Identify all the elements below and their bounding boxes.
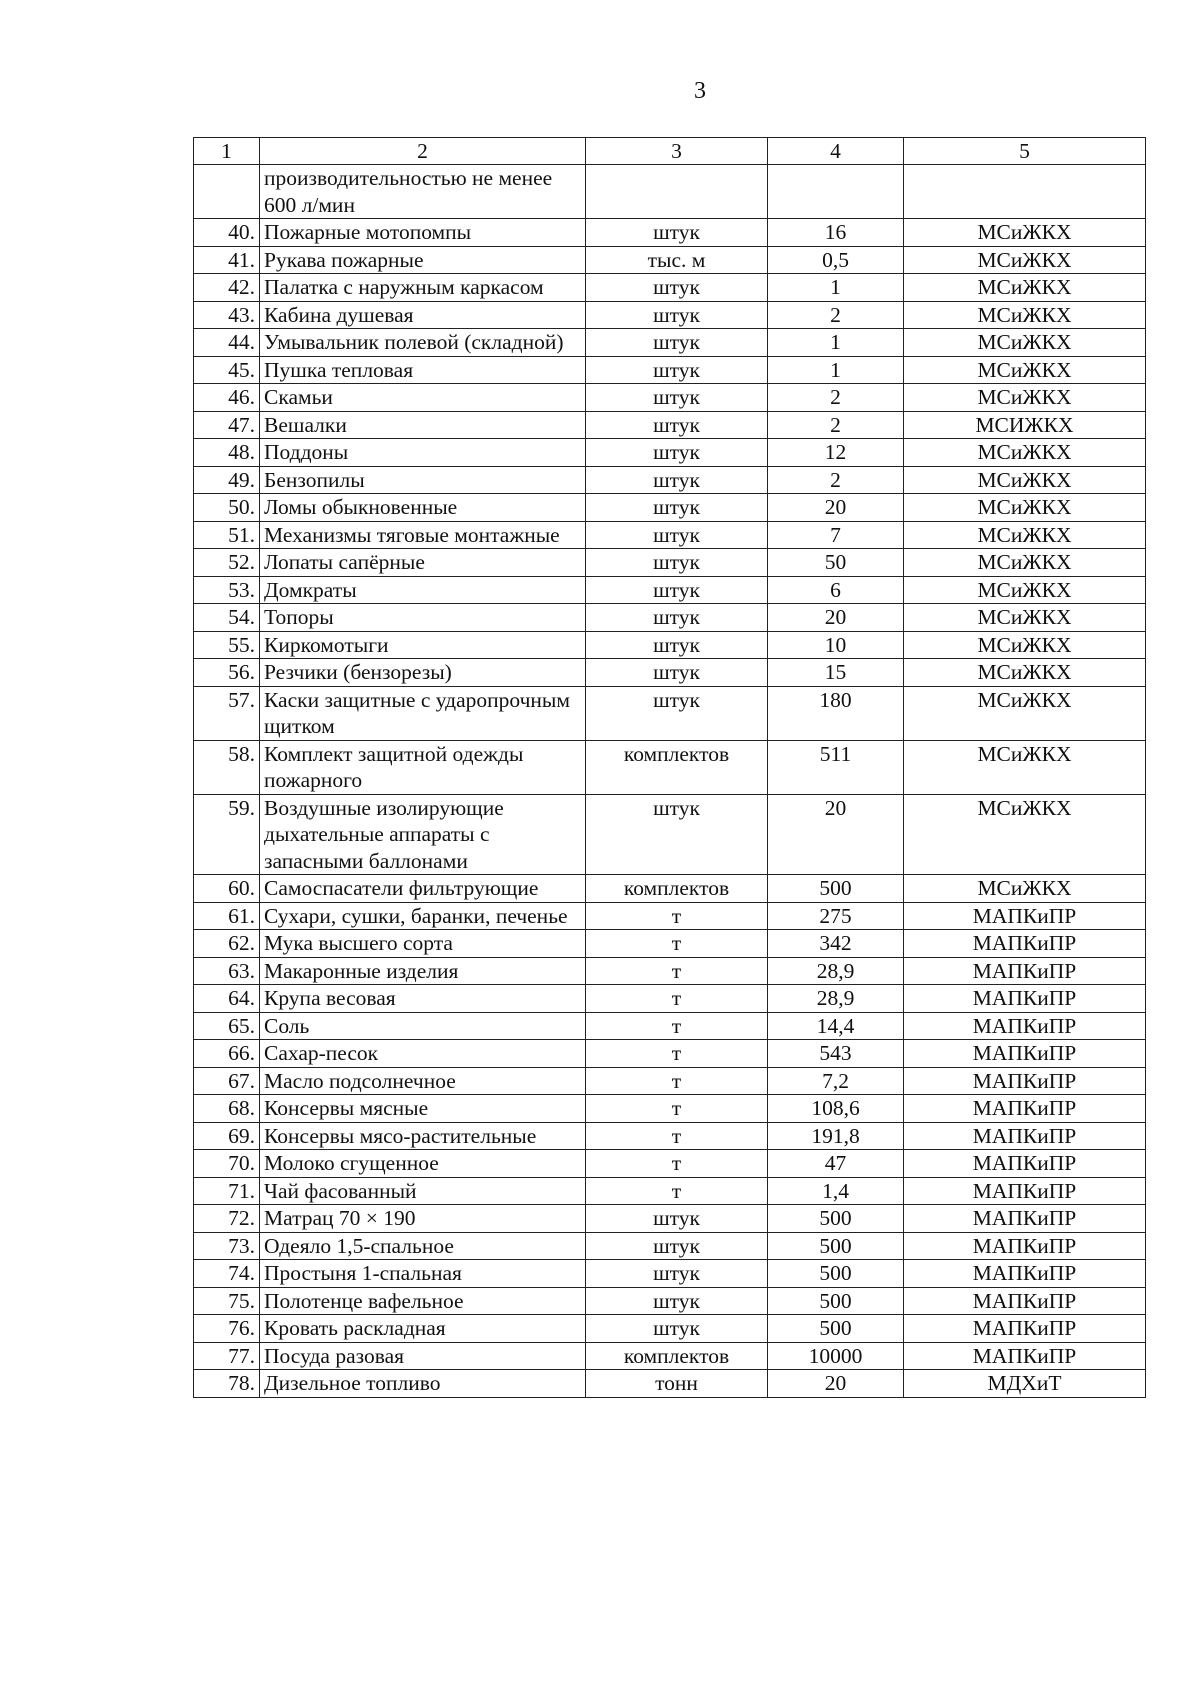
quantity-cell xyxy=(768,165,904,219)
quantity-cell: 28,9 xyxy=(768,957,904,985)
row-number-cell: 44. xyxy=(194,329,260,357)
row-number-cell: 63. xyxy=(194,957,260,985)
row-number-cell: 59. xyxy=(194,794,260,875)
unit-cell: штук xyxy=(586,329,768,357)
table-row xyxy=(194,1260,1146,1288)
responsible-body-cell: МСиЖКХ xyxy=(904,686,1146,740)
table-row xyxy=(194,1315,1146,1343)
responsible-body-cell: МСиЖКХ xyxy=(904,329,1146,357)
responsible-body-cell: МСиЖКХ xyxy=(904,576,1146,604)
table-row xyxy=(194,439,1146,467)
table-row xyxy=(194,1287,1146,1315)
table-row xyxy=(194,521,1146,549)
row-number-cell: 42. xyxy=(194,274,260,302)
quantity-cell: 500 xyxy=(768,1260,904,1288)
table-row xyxy=(194,466,1146,494)
table-row xyxy=(194,301,1146,329)
row-number-cell: 40. xyxy=(194,219,260,247)
item-name-cell: Матрац 70 × 190 xyxy=(260,1205,586,1233)
responsible-body-cell: МАПКиПР xyxy=(904,1287,1146,1315)
responsible-body-cell: МАПКиПР xyxy=(904,1260,1146,1288)
unit-cell: штук xyxy=(586,1260,768,1288)
unit-cell: т xyxy=(586,985,768,1013)
item-name-cell: Домкраты xyxy=(260,576,586,604)
item-name-cell: Умывальник полевой (складной) xyxy=(260,329,586,357)
item-name-cell: Вешалки xyxy=(260,411,586,439)
item-name-cell: Рукава пожарные xyxy=(260,246,586,274)
row-number-cell: 68. xyxy=(194,1095,260,1123)
item-name-cell: Лопаты сапёрные xyxy=(260,549,586,577)
unit-cell: т xyxy=(586,930,768,958)
item-name-cell: Резчики (бензорезы) xyxy=(260,659,586,687)
item-name-cell: Поддоны xyxy=(260,439,586,467)
table-row xyxy=(194,875,1146,903)
unit-cell: штук xyxy=(586,631,768,659)
row-number-cell: 46. xyxy=(194,384,260,412)
responsible-body-cell: МАПКиПР xyxy=(904,1232,1146,1260)
table-row xyxy=(194,1342,1146,1370)
responsible-body-cell: МАПКиПР xyxy=(904,930,1146,958)
item-name-cell: производительностью не менее 600 л/мин xyxy=(260,165,586,219)
unit-cell: штук xyxy=(586,384,768,412)
header-col-4: 4 xyxy=(768,138,904,165)
item-name-cell: Механизмы тяговые монтажные xyxy=(260,521,586,549)
quantity-cell: 108,6 xyxy=(768,1095,904,1123)
item-name-cell: Масло подсолнечное xyxy=(260,1067,586,1095)
unit-cell: штук xyxy=(586,356,768,384)
row-number-cell: 43. xyxy=(194,301,260,329)
row-number-cell: 54. xyxy=(194,604,260,632)
unit-cell: комплектов xyxy=(586,740,768,794)
quantity-cell: 20 xyxy=(768,604,904,632)
row-number-cell: 45. xyxy=(194,356,260,384)
quantity-cell: 20 xyxy=(768,1370,904,1398)
table-row xyxy=(194,165,1146,219)
row-number-cell: 65. xyxy=(194,1012,260,1040)
item-name-cell: Кровать раскладная xyxy=(260,1315,586,1343)
quantity-cell: 10000 xyxy=(768,1342,904,1370)
item-name-cell: Комплект защитной одежды пожарного xyxy=(260,740,586,794)
row-number-cell: 41. xyxy=(194,246,260,274)
table-row xyxy=(194,356,1146,384)
row-number-cell: 48. xyxy=(194,439,260,467)
responsible-body-cell: МАПКиПР xyxy=(904,1067,1146,1095)
quantity-cell: 500 xyxy=(768,1315,904,1343)
table-row xyxy=(194,411,1146,439)
responsible-body-cell: МСиЖКХ xyxy=(904,604,1146,632)
table-row xyxy=(194,686,1146,740)
table-row xyxy=(194,1370,1146,1398)
table-row xyxy=(194,957,1146,985)
unit-cell: т xyxy=(586,957,768,985)
header-col-1: 1 xyxy=(194,138,260,165)
responsible-body-cell: МСиЖКХ xyxy=(904,219,1146,247)
row-number-cell: 57. xyxy=(194,686,260,740)
quantity-cell: 543 xyxy=(768,1040,904,1068)
quantity-cell: 1 xyxy=(768,356,904,384)
responsible-body-cell: МАПКиПР xyxy=(904,1040,1146,1068)
row-number-cell: 58. xyxy=(194,740,260,794)
row-number-cell: 73. xyxy=(194,1232,260,1260)
unit-cell: комплектов xyxy=(586,1342,768,1370)
table-row xyxy=(194,384,1146,412)
responsible-body-cell: МСиЖКХ xyxy=(904,631,1146,659)
quantity-cell: 500 xyxy=(768,1232,904,1260)
row-number-cell: 55. xyxy=(194,631,260,659)
unit-cell: т xyxy=(586,1122,768,1150)
unit-cell: штук xyxy=(586,466,768,494)
row-number-cell: 67. xyxy=(194,1067,260,1095)
unit-cell: штук xyxy=(586,686,768,740)
row-number-cell: 62. xyxy=(194,930,260,958)
quantity-cell: 28,9 xyxy=(768,985,904,1013)
quantity-cell: 14,4 xyxy=(768,1012,904,1040)
table-row xyxy=(194,985,1146,1013)
responsible-body-cell xyxy=(904,165,1146,219)
item-name-cell: Простыня 1-спальная xyxy=(260,1260,586,1288)
unit-cell: штук xyxy=(586,439,768,467)
item-name-cell: Соль xyxy=(260,1012,586,1040)
row-number-cell: 72. xyxy=(194,1205,260,1233)
responsible-body-cell: МАПКиПР xyxy=(904,985,1146,1013)
table-row xyxy=(194,631,1146,659)
unit-cell: штук xyxy=(586,549,768,577)
quantity-cell: 1 xyxy=(768,274,904,302)
supply-table xyxy=(193,137,1146,1398)
item-name-cell: Одеяло 1,5-спальное xyxy=(260,1232,586,1260)
quantity-cell: 500 xyxy=(768,1205,904,1233)
quantity-cell: 7,2 xyxy=(768,1067,904,1095)
unit-cell: т xyxy=(586,1067,768,1095)
responsible-body-cell: МАПКиПР xyxy=(904,1122,1146,1150)
item-name-cell: Каски защитные с ударопрочным щитком xyxy=(260,686,586,740)
header-col-5: 5 xyxy=(904,138,1146,165)
unit-cell: штук xyxy=(586,604,768,632)
quantity-cell: 7 xyxy=(768,521,904,549)
row-number-cell: 49. xyxy=(194,466,260,494)
item-name-cell: Полотенце вафельное xyxy=(260,1287,586,1315)
responsible-body-cell: МСИЖКХ xyxy=(904,411,1146,439)
item-name-cell: Воздушные изолирующие дыхательные аппараты с запасными баллонами xyxy=(260,794,586,875)
quantity-cell: 2 xyxy=(768,384,904,412)
item-name-cell: Дизельное топливо xyxy=(260,1370,586,1398)
responsible-body-cell: МАПКиПР xyxy=(904,1150,1146,1178)
responsible-body-cell: МАПКиПР xyxy=(904,1342,1146,1370)
quantity-cell: 2 xyxy=(768,411,904,439)
responsible-body-cell: МСиЖКХ xyxy=(904,466,1146,494)
unit-cell: тонн xyxy=(586,1370,768,1398)
responsible-body-cell: МСиЖКХ xyxy=(904,521,1146,549)
responsible-body-cell: МСиЖКХ xyxy=(904,301,1146,329)
header-col-2: 2 xyxy=(260,138,586,165)
table-row xyxy=(194,930,1146,958)
item-name-cell: Молоко сгущенное xyxy=(260,1150,586,1178)
table-row xyxy=(194,1232,1146,1260)
row-number-cell: 75. xyxy=(194,1287,260,1315)
row-number-cell: 66. xyxy=(194,1040,260,1068)
unit-cell: т xyxy=(586,1012,768,1040)
responsible-body-cell: МСиЖКХ xyxy=(904,740,1146,794)
quantity-cell: 15 xyxy=(768,659,904,687)
quantity-cell: 6 xyxy=(768,576,904,604)
item-name-cell: Консервы мясо-растительные xyxy=(260,1122,586,1150)
table-row xyxy=(194,1067,1146,1095)
quantity-cell: 1 xyxy=(768,329,904,357)
item-name-cell: Крупа весовая xyxy=(260,985,586,1013)
item-name-cell: Скамьи xyxy=(260,384,586,412)
quantity-cell: 47 xyxy=(768,1150,904,1178)
table-row xyxy=(194,604,1146,632)
item-name-cell: Сахар-песок xyxy=(260,1040,586,1068)
table-row xyxy=(194,1012,1146,1040)
quantity-cell: 2 xyxy=(768,301,904,329)
unit-cell: штук xyxy=(586,301,768,329)
responsible-body-cell: МСиЖКХ xyxy=(904,356,1146,384)
page-number: 3 xyxy=(694,78,706,104)
item-name-cell: Палатка с наружным каркасом xyxy=(260,274,586,302)
quantity-cell: 500 xyxy=(768,875,904,903)
unit-cell xyxy=(586,165,768,219)
table-row xyxy=(194,576,1146,604)
table-row xyxy=(194,1040,1146,1068)
unit-cell: т xyxy=(586,1095,768,1123)
quantity-cell: 12 xyxy=(768,439,904,467)
quantity-cell: 2 xyxy=(768,466,904,494)
unit-cell: штук xyxy=(586,411,768,439)
responsible-body-cell: МСиЖКХ xyxy=(904,439,1146,467)
unit-cell: штук xyxy=(586,1315,768,1343)
quantity-cell: 20 xyxy=(768,794,904,875)
row-number-cell: 56. xyxy=(194,659,260,687)
unit-cell: штук xyxy=(586,1205,768,1233)
item-name-cell: Макаронные изделия xyxy=(260,957,586,985)
table-row xyxy=(194,1095,1146,1123)
unit-cell: штук xyxy=(586,1287,768,1315)
table-row xyxy=(194,1205,1146,1233)
responsible-body-cell: МСиЖКХ xyxy=(904,384,1146,412)
item-name-cell: Кабина душевая xyxy=(260,301,586,329)
row-number-cell: 77. xyxy=(194,1342,260,1370)
quantity-cell: 0,5 xyxy=(768,246,904,274)
unit-cell: т xyxy=(586,1177,768,1205)
table-row xyxy=(194,219,1146,247)
item-name-cell: Ломы обыкновенные xyxy=(260,494,586,522)
item-name-cell: Консервы мясные xyxy=(260,1095,586,1123)
table-row xyxy=(194,1177,1146,1205)
item-name-cell: Бензопилы xyxy=(260,466,586,494)
item-name-cell: Чай фасованный xyxy=(260,1177,586,1205)
row-number-cell: 52. xyxy=(194,549,260,577)
item-name-cell: Мука высшего сорта xyxy=(260,930,586,958)
row-number-cell: 64. xyxy=(194,985,260,1013)
item-name-cell: Самоспасатели фильтрующие xyxy=(260,875,586,903)
unit-cell: штук xyxy=(586,794,768,875)
quantity-cell: 191,8 xyxy=(768,1122,904,1150)
responsible-body-cell: МАПКиПР xyxy=(904,1315,1146,1343)
responsible-body-cell: МСиЖКХ xyxy=(904,246,1146,274)
responsible-body-cell: МСиЖКХ xyxy=(904,494,1146,522)
item-name-cell: Сухари, сушки, баранки, печенье xyxy=(260,902,586,930)
unit-cell: штук xyxy=(586,219,768,247)
responsible-body-cell: МДХиТ xyxy=(904,1370,1146,1398)
table-row xyxy=(194,549,1146,577)
table-row xyxy=(194,1122,1146,1150)
unit-cell: штук xyxy=(586,274,768,302)
unit-cell: тыс. м xyxy=(586,246,768,274)
responsible-body-cell: МСиЖКХ xyxy=(904,794,1146,875)
responsible-body-cell: МСиЖКХ xyxy=(904,659,1146,687)
unit-cell: штук xyxy=(586,521,768,549)
table-row xyxy=(194,740,1146,794)
row-number-cell: 47. xyxy=(194,411,260,439)
quantity-cell: 511 xyxy=(768,740,904,794)
item-name-cell: Посуда разовая xyxy=(260,1342,586,1370)
table-row xyxy=(194,1150,1146,1178)
row-number-cell: 51. xyxy=(194,521,260,549)
unit-cell: штук xyxy=(586,1232,768,1260)
table-row xyxy=(194,246,1146,274)
responsible-body-cell: МАПКиПР xyxy=(904,1205,1146,1233)
quantity-cell: 342 xyxy=(768,930,904,958)
row-number-cell: 70. xyxy=(194,1150,260,1178)
unit-cell: штук xyxy=(586,576,768,604)
quantity-cell: 50 xyxy=(768,549,904,577)
table-body xyxy=(194,165,1146,1398)
table-row xyxy=(194,659,1146,687)
quantity-cell: 1,4 xyxy=(768,1177,904,1205)
row-number-cell: 60. xyxy=(194,875,260,903)
row-number-cell: 71. xyxy=(194,1177,260,1205)
row-number-cell: 50. xyxy=(194,494,260,522)
responsible-body-cell: МАПКиПР xyxy=(904,1012,1146,1040)
table-row xyxy=(194,274,1146,302)
unit-cell: комплектов xyxy=(586,875,768,903)
quantity-cell: 16 xyxy=(768,219,904,247)
table-row xyxy=(194,902,1146,930)
table-row xyxy=(194,329,1146,357)
row-number-cell: 53. xyxy=(194,576,260,604)
header-col-3: 3 xyxy=(586,138,768,165)
unit-cell: т xyxy=(586,1040,768,1068)
row-number-cell: 74. xyxy=(194,1260,260,1288)
responsible-body-cell: МСиЖКХ xyxy=(904,549,1146,577)
quantity-cell: 275 xyxy=(768,902,904,930)
unit-cell: штук xyxy=(586,659,768,687)
quantity-cell: 500 xyxy=(768,1287,904,1315)
responsible-body-cell: МАПКиПР xyxy=(904,957,1146,985)
unit-cell: т xyxy=(586,1150,768,1178)
row-number-cell: 76. xyxy=(194,1315,260,1343)
quantity-cell: 180 xyxy=(768,686,904,740)
header-row xyxy=(194,138,1146,165)
quantity-cell: 20 xyxy=(768,494,904,522)
responsible-body-cell: МАПКиПР xyxy=(904,1177,1146,1205)
item-name-cell: Топоры xyxy=(260,604,586,632)
item-name-cell: Киркомотыги xyxy=(260,631,586,659)
unit-cell: т xyxy=(586,902,768,930)
table-row xyxy=(194,494,1146,522)
unit-cell: штук xyxy=(586,494,768,522)
quantity-cell: 10 xyxy=(768,631,904,659)
row-number-cell: 69. xyxy=(194,1122,260,1150)
responsible-body-cell: МСиЖКХ xyxy=(904,875,1146,903)
table-header xyxy=(194,138,1146,165)
table-row xyxy=(194,794,1146,875)
item-name-cell: Пушка тепловая xyxy=(260,356,586,384)
row-number-cell xyxy=(194,165,260,219)
row-number-cell: 78. xyxy=(194,1370,260,1398)
responsible-body-cell: МАПКиПР xyxy=(904,902,1146,930)
responsible-body-cell: МАПКиПР xyxy=(904,1095,1146,1123)
item-name-cell: Пожарные мотопомпы xyxy=(260,219,586,247)
responsible-body-cell: МСиЖКХ xyxy=(904,274,1146,302)
row-number-cell: 61. xyxy=(194,902,260,930)
